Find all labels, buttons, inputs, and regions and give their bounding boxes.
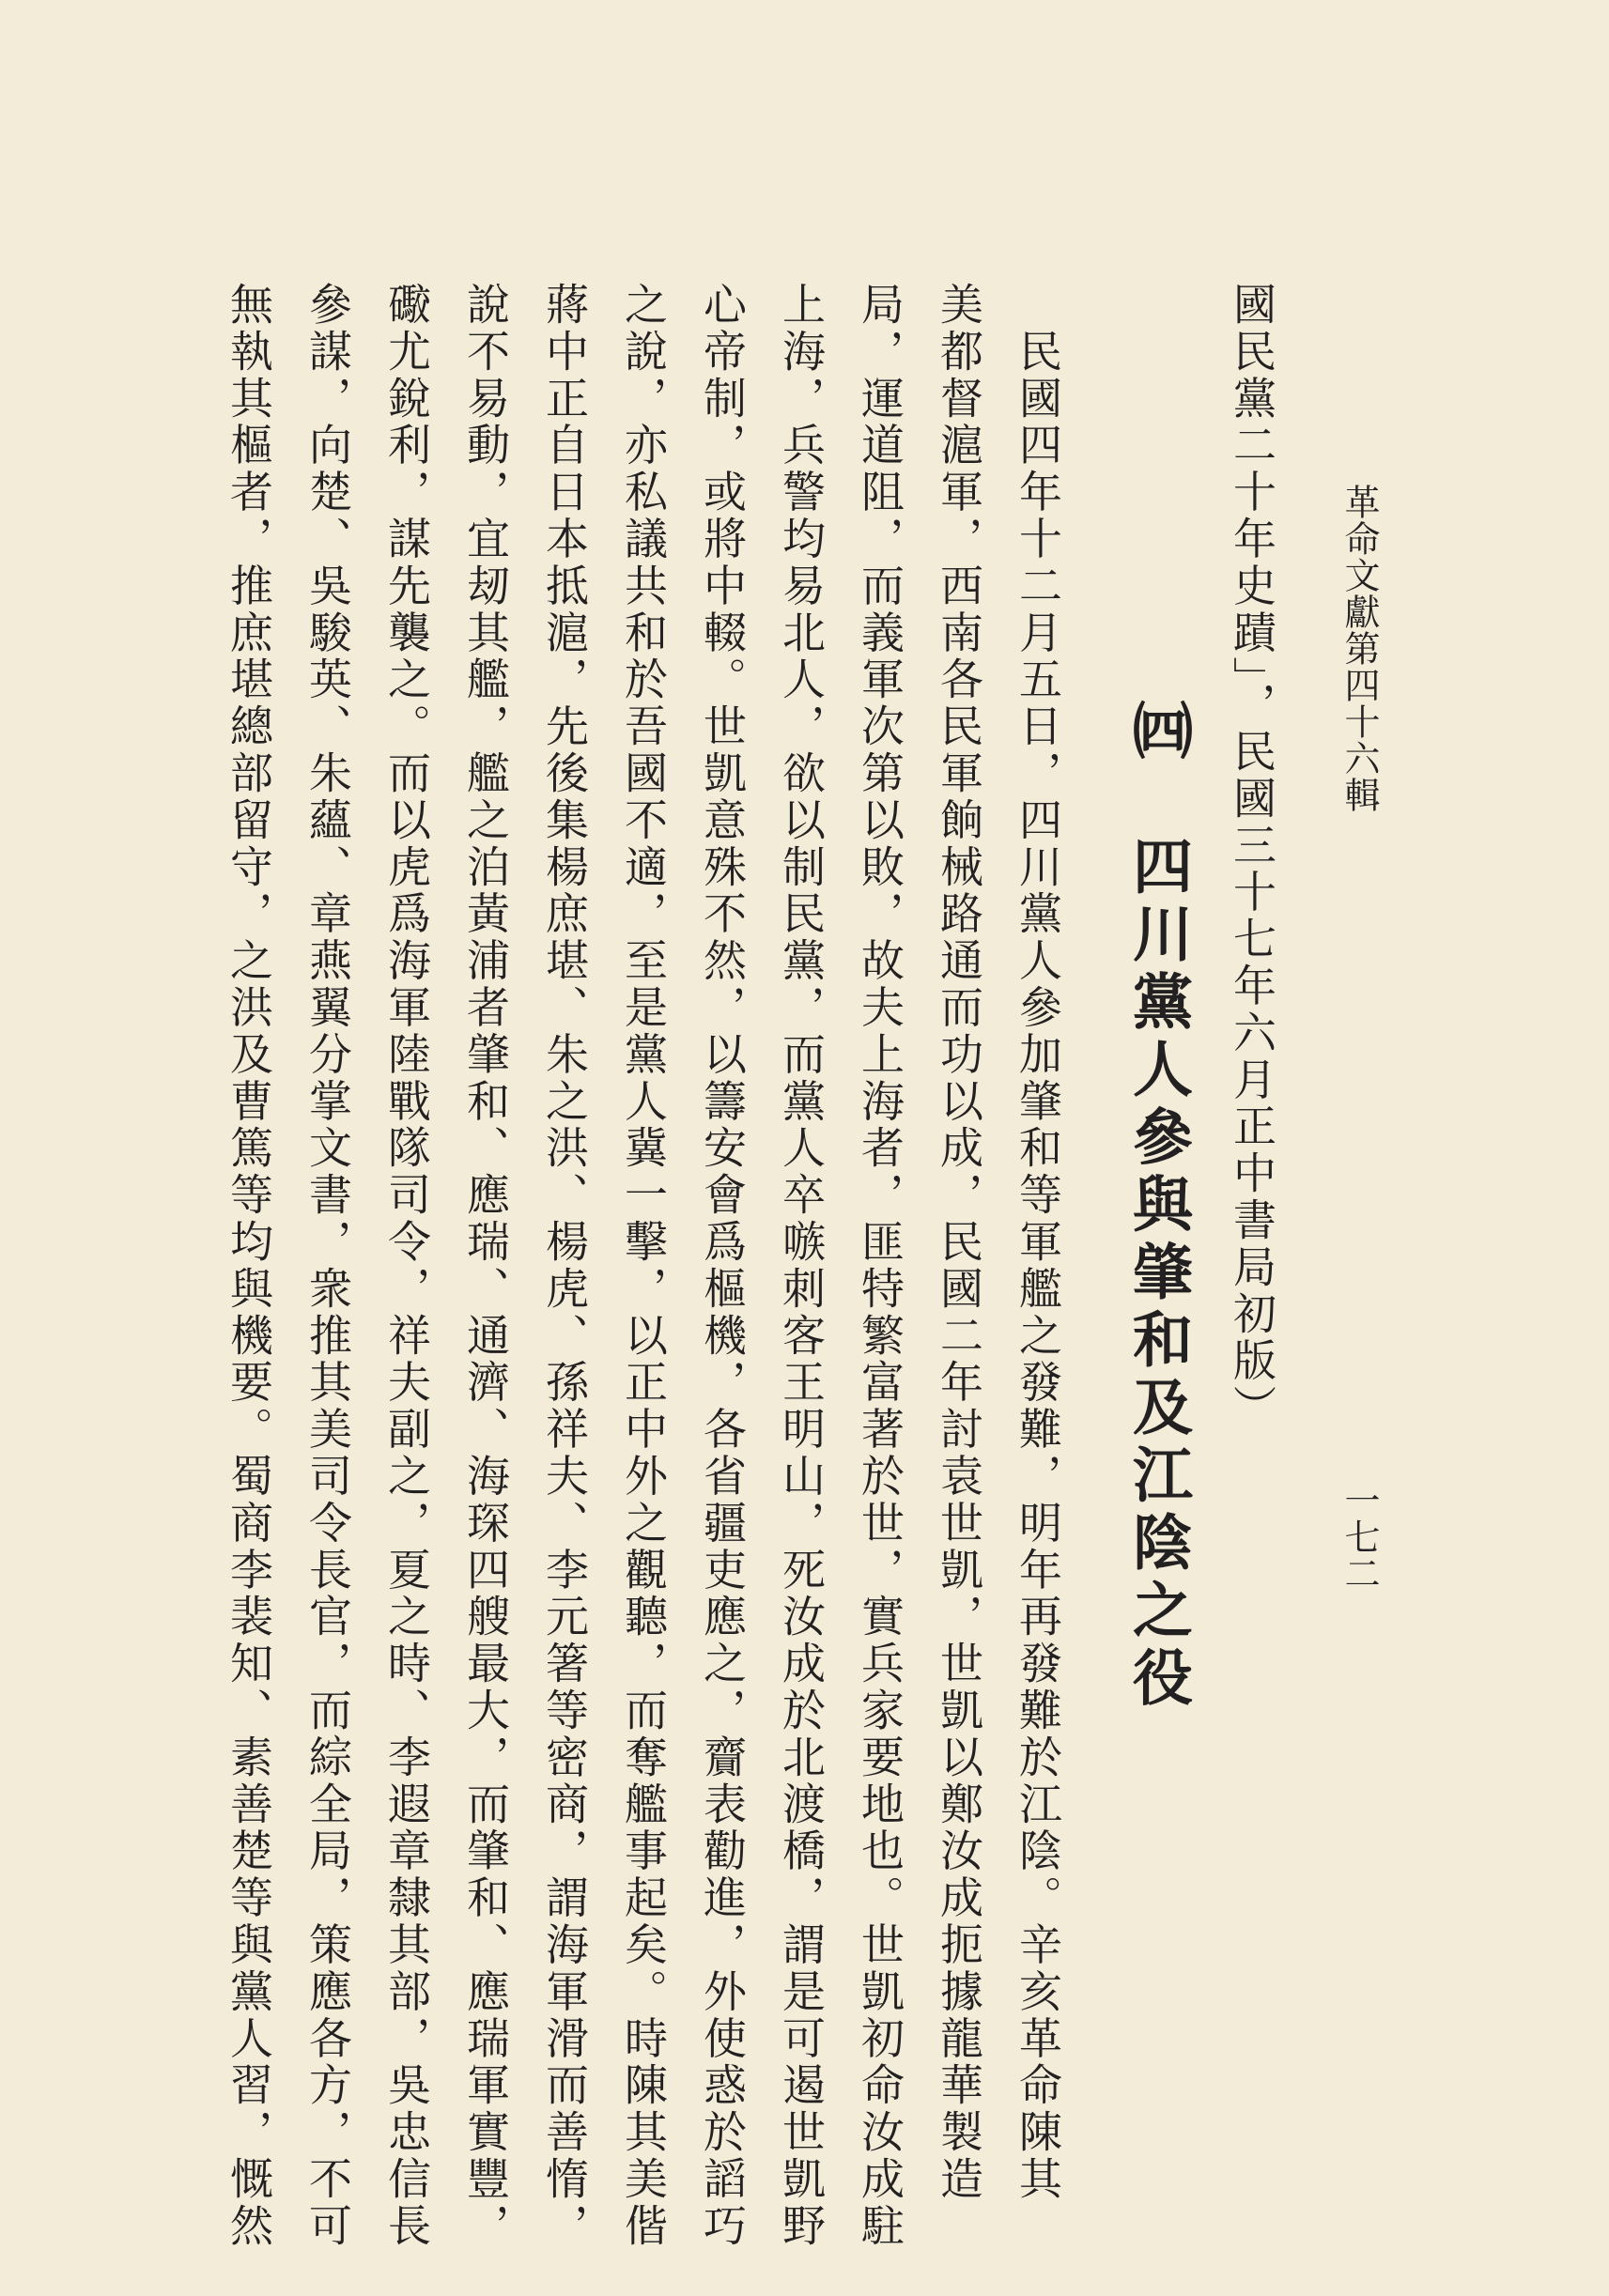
text-column-3: 美都督滬軍，西南各民軍餉械路通而功以成，民國二年討袁世凱，世凱以鄭汝成扼據龍華製造 bbox=[934, 282, 984, 2203]
text-column-8: 蔣中正自日本抵滬，先後集楊庶堪、朱之洪、楊虎、孫祥夫、李元箸等密商，謂海軍滑而善惰， bbox=[539, 282, 590, 2250]
text-column-2: 民國四年十二月五日，四川黨人參加肇和等軍艦之發難，明年再發難於江陰。辛亥革命陳其 bbox=[1013, 282, 1063, 2203]
running-title: 革命文獻第四十六輯 bbox=[1338, 484, 1380, 813]
text-column-4: 局，運道阻，而義軍次第以敗，故夫上海者，匪特繁富著於世，實兵家要地也。世凱初命汝成駐 bbox=[855, 282, 905, 2250]
page-number: 一七二 bbox=[1338, 1482, 1380, 1592]
text-column-10: 礮尤銳利，謀先襲之。而以虎爲海軍陸戰隊司令，祥夫副之，夏之時、李遐章隸其部，吳忠信長 bbox=[381, 282, 432, 2250]
text-column-6: 心帝制，或將中輟。世凱意殊不然，以籌安會爲樞機，各省疆吏應之，齎表勸進，外使惑於謟巧 bbox=[697, 282, 748, 2250]
text-column-12: 無執其樞者，推庶堪總部留守，之洪及曹篤等均與機要。蜀商李裴知、素善楚等與黨人習，慨然 bbox=[224, 282, 274, 2250]
section-title: ㈣ 四川黨人參與肇和及江陰之役 bbox=[1122, 700, 1193, 1714]
text-column-11: 參謀，向楚、吳駿英、朱蘊、章燕翼分掌文書，衆推其美司令長官，而綜全局，策應各方，不可 bbox=[302, 282, 353, 2250]
text-column-9: 說不易動，宜刼其艦，艦之泊黃浦者肇和、應瑞、通濟、海琛四艘最大，而肇和、應瑞軍實豐， bbox=[460, 282, 511, 2250]
text-column-5: 上海，兵警均易北人，欲以制民黨，而黨人卒嗾刺客王明山，死汝成於北渡橋，謂是可遏世凱野 bbox=[776, 282, 827, 2250]
text-column-1: 國民黨二十年史蹟」，民國三十七年六月正中書局初版） bbox=[1227, 282, 1277, 1432]
text-column-7: 之說，亦私議共和於吾國不適，至是黨人冀一擊，以正中外之觀聽，而奪艦事起矣。時陳其美偕 bbox=[618, 282, 669, 2250]
